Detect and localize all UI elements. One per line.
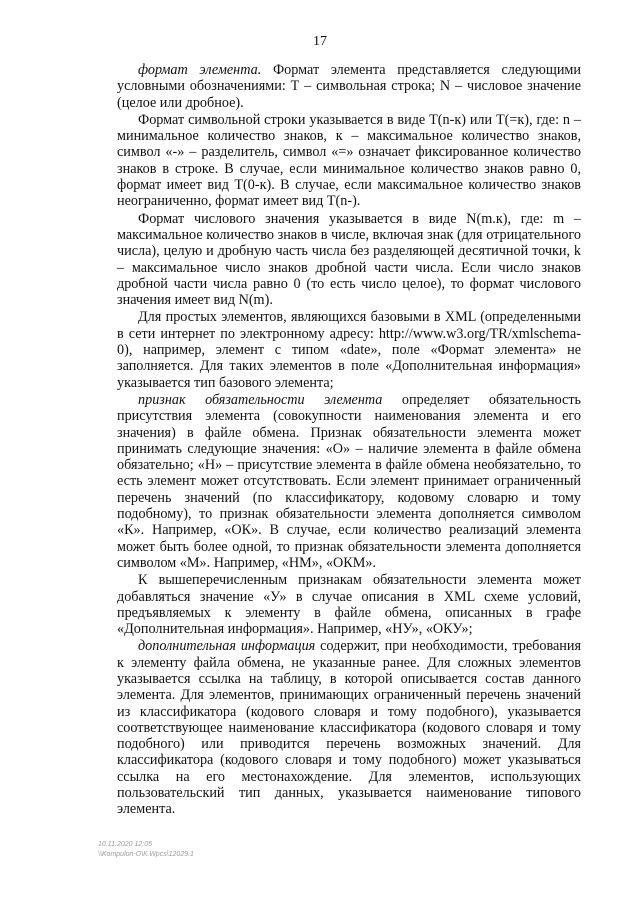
term-element-format: формат элемента. [138,62,262,78]
paragraph-text: Формат числового значения указывается в виде N(m.к), где: m – максимальное количество знаков в числе, включая знак (для отрицательного числа), целую и дробную часть числа без разделяющей десятичной точки, k – максимальное число знаков дробной части числа. Если число знаков дробной части числа равно 0 (то есть число целое), то формат числового значения имеет вид N(m). [117,210,581,309]
paragraph-text: Формат элемента представляется следующими условными обозначениями: Т – символьная строка; N – числовое значение (целое или дробное). [117,62,581,111]
footer-line-date: 10.11.2020 12:05 [98,841,152,848]
term-additional-info: дополнительная информация [138,638,316,655]
page-number: 17 [313,34,327,49]
paragraph-element-format [117,62,581,111]
paragraph-text: Для простых элементов, являющихся базовыми в XML (определенными в сети интернет по электронному адресу: http://www.w3.org/TR/xmlschema-0), например, элемент с типом «date», поле «Формат элемента» не заполняется. Для таких элементов в поле «Дополнительная информация» указывается тип базового элемента; [117,309,581,391]
term-required-flag: признак обязательности элемента [138,391,383,408]
paragraph-text: содержит, при необходимости, требования к элементу файла обмена, не указанные ранее. Для сложных элементов указывается ссылка на таблицу, в которой описывается состав данного элемента. Для элементов, принимающих ограниченный перечень значений из классификатора (кодового словаря и тому подобного), указывается соответствующее наименование классификатора (кодового словаря и тому подобного) или приводится перечень возможных значений. Для классификатора (кодового словаря и тому подобного) может указываться ссылка на его местонахождение. Для элементов, использующих пользовательский тип данных, указывается наименование типового элемента. [117,638,581,818]
paragraph-text: Формат символьной строки указывается в виде Т(n-к) или Т(=к), где: n – минимальное количество знаков, к – максимальное количество знаков, символ «-» – разделитель, символ «=» означает фиксированное количество знаков в строке. В случае, если минимальное количество знаков равно 0, формат имеет вид Т(0-к). В случае, если максимальное количество знаков неограниченно, формат имеет вид Т(n-). [117,111,581,210]
paragraph-text: К вышеперечисленным признакам обязательности элемента может добавляться значение «У» в случае описания в XML схеме условий, предъявляемых к элементу в файле обмена, описанных в графе «Дополнительная информация». Например, «НУ», «ОКУ»; [117,572,581,638]
document-body [117,62,581,818]
paragraph-text: определяет обязательность присутствия элемента (совокупности наименования элемента и его значения) в файле обмена. Признак обязательности элемента может принимать следующие значения: «О» – наличие элемента в файле обмена обязательно; «Н» – присутствие элемента в файле обмена необязательно, то есть элемент может отсутствовать. Если элемент принимает ограниченный перечень значений (по классификатору, кодовому словарю и тому подобному), то признак обязательности элемента дополняется символом «К». Например, «ОК». В случае, если количество реализаций элемента может быть более одной, то признак обязательности элемента дополняется символом «М». Например, «НМ», «ОКМ». [117,391,581,571]
paragraph-simple-elements [117,309,581,390]
paragraph-condition-flag [117,572,581,637]
paragraph-string-format [117,112,581,210]
file-stamp-footer [98,840,194,860]
paragraph-numeric-format [117,211,581,309]
paragraph-additional-info [117,638,581,817]
paragraph-required-flag [117,392,581,571]
footer-line-path: \\Kompulon-O\К.Wpcs\12029.1 [98,851,194,858]
